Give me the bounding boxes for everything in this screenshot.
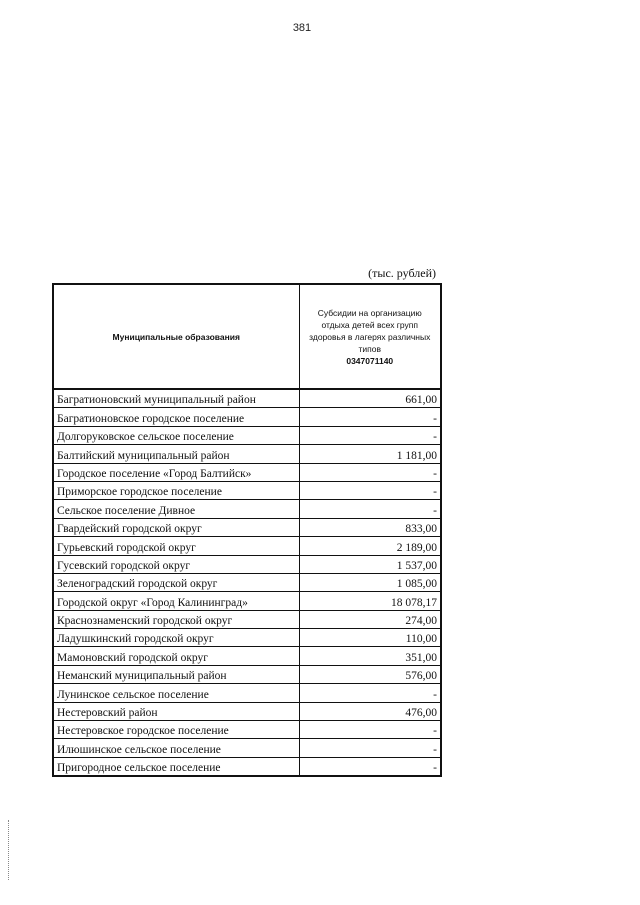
subsidy-value-cell: 661,00 (299, 389, 441, 408)
subsidy-value-cell: 351,00 (299, 647, 441, 665)
header-subsidy-code: 0347071140 (346, 355, 394, 366)
municipality-name-cell: Мамоновский городской округ (53, 647, 299, 665)
subsidy-value-cell: 476,00 (299, 702, 441, 720)
municipality-name-cell: Городской округ «Город Калининград» (53, 592, 299, 610)
table-row (53, 463, 441, 481)
subsidy-table (52, 283, 442, 777)
table-row (53, 445, 441, 463)
table-row (53, 537, 441, 555)
municipality-name-cell: Краснознаменский городской округ (53, 610, 299, 628)
scan-margin-mark (8, 820, 10, 880)
table-row (53, 389, 441, 408)
table-row (53, 721, 441, 739)
subsidy-value-cell: - (299, 739, 441, 757)
table-row (53, 426, 441, 444)
municipality-name-cell: Ладушкинский городской округ (53, 629, 299, 647)
subsidy-value-cell: - (299, 684, 441, 702)
table-row (53, 610, 441, 628)
municipality-name-cell: Долгоруковское сельское поселение (53, 426, 299, 444)
municipality-name-cell: Неманский муниципальный район (53, 665, 299, 683)
table-body (53, 389, 441, 776)
table-row (53, 573, 441, 591)
table-row (53, 408, 441, 426)
table-row (53, 702, 441, 720)
subsidy-value-cell: 274,00 (299, 610, 441, 628)
table-row (53, 757, 441, 776)
header-subsidy (299, 284, 441, 389)
header-subsidy-title: Субсидии на организацию отдыха детей всех групп здоровья в лагерях различных типов (309, 307, 431, 354)
table-row (53, 500, 441, 518)
table-row (53, 739, 441, 757)
subsidy-value-cell: - (299, 463, 441, 481)
table-row (53, 555, 441, 573)
municipality-name-cell: Илюшинское сельское поселение (53, 739, 299, 757)
municipality-name-cell: Городское поселение «Город Балтийск» (53, 463, 299, 481)
subsidy-value-cell: 1 181,00 (299, 445, 441, 463)
municipality-name-cell: Приморское городское поселение (53, 481, 299, 499)
subsidy-value-cell: 833,00 (299, 518, 441, 536)
municipality-name-cell: Сельское поселение Дивное (53, 500, 299, 518)
subsidy-value-cell: 576,00 (299, 665, 441, 683)
municipality-name-cell: Пригородное сельское поселение (53, 757, 299, 776)
subsidy-value-cell: - (299, 426, 441, 444)
table-row (53, 518, 441, 536)
municipality-name-cell: Багратионовское городское поселение (53, 408, 299, 426)
units-label: (тыс. рублей) (368, 266, 436, 280)
municipality-name-cell: Балтийский муниципальный район (53, 445, 299, 463)
subsidy-value-cell: - (299, 408, 441, 426)
subsidy-value-cell: - (299, 757, 441, 776)
header-municipality: Муниципальные образования (53, 284, 299, 389)
page-number: 381 (292, 22, 312, 34)
municipality-name-cell: Лунинское сельское поселение (53, 684, 299, 702)
table-row (53, 629, 441, 647)
municipality-name-cell: Нестеровское городское поселение (53, 721, 299, 739)
municipality-name-cell: Багратионовский муниципальный район (53, 389, 299, 408)
subsidy-value-cell: - (299, 721, 441, 739)
municipality-name-cell: Зеленоградский городской округ (53, 573, 299, 591)
table-row (53, 592, 441, 610)
subsidy-value-cell: 110,00 (299, 629, 441, 647)
table-row (53, 481, 441, 499)
table-row (53, 665, 441, 683)
subsidy-value-cell: 18 078,17 (299, 592, 441, 610)
table-row (53, 647, 441, 665)
subsidy-value-cell: 1 537,00 (299, 555, 441, 573)
municipality-name-cell: Гвардейский городской округ (53, 518, 299, 536)
subsidy-value-cell: - (299, 500, 441, 518)
subsidy-value-cell: 1 085,00 (299, 573, 441, 591)
table-row (53, 684, 441, 702)
table-header-row (53, 284, 441, 389)
municipality-name-cell: Нестеровский район (53, 702, 299, 720)
subsidy-value-cell: - (299, 481, 441, 499)
subsidy-value-cell: 2 189,00 (299, 537, 441, 555)
municipality-name-cell: Гурьевский городской округ (53, 537, 299, 555)
municipality-name-cell: Гусевский городской округ (53, 555, 299, 573)
